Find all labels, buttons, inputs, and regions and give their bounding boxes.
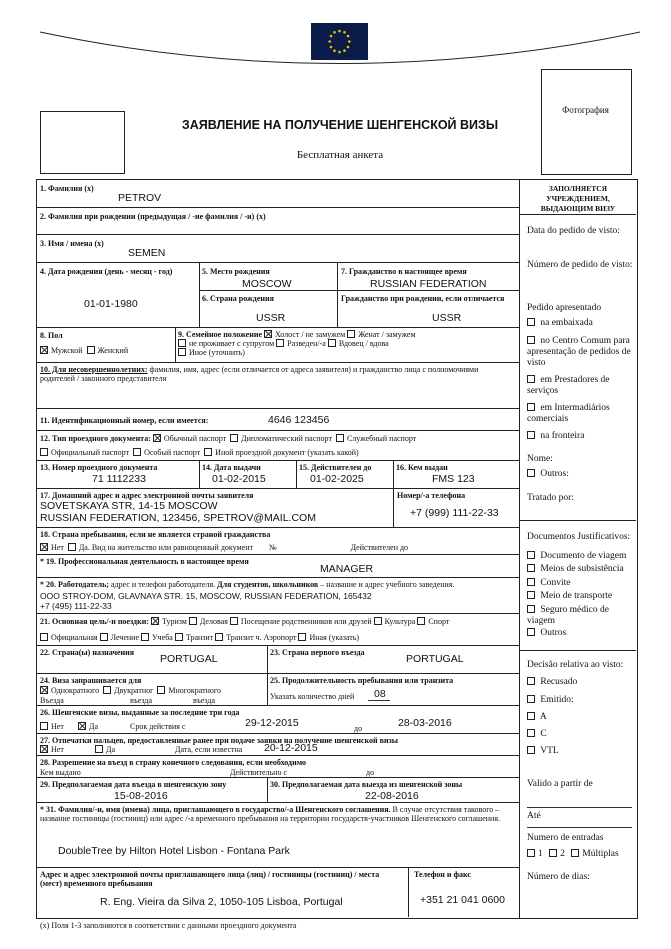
f9-label: 9. Семейное положение — [178, 330, 263, 339]
type-a-label: A — [539, 712, 547, 722]
invitation-checkbox[interactable] — [527, 578, 535, 586]
f22-label: 22. Страна(ы) назначения — [40, 648, 135, 657]
business-label: Деловая — [199, 617, 228, 626]
issued-label: Emitido: — [540, 695, 574, 705]
exit-date-value[interactable]: 22-08-2016 — [365, 790, 419, 802]
invitation-label: Convite — [540, 578, 571, 588]
widowed-label: Вдовец / вдова — [338, 339, 389, 348]
left-stamp-box — [40, 111, 125, 174]
birth-date-value[interactable]: 01-01-1980 — [84, 298, 138, 310]
surname-value[interactable]: PETROV — [118, 192, 162, 204]
common-center-checkbox[interactable] — [527, 336, 535, 344]
single-label: Холост / не замужем — [275, 330, 346, 339]
service-passport-checkbox[interactable] — [336, 434, 344, 442]
issue-date-value[interactable]: 01-02-2015 — [212, 473, 266, 485]
doc-others — [527, 628, 635, 639]
decision-vtl — [527, 746, 559, 757]
f27-date-label: Дата, если известна — [175, 745, 243, 754]
official-checkbox[interactable] — [40, 633, 48, 641]
embassy-label: na embaixada — [540, 318, 593, 328]
treated-label: Tratado por: — [527, 493, 574, 503]
f24-sub3: въезда — [193, 696, 215, 705]
f21-block — [40, 617, 518, 642]
transit-label: Транзит — [185, 633, 214, 642]
intermediaries-checkbox[interactable] — [527, 403, 535, 411]
tel-label: Телефон и факс — [414, 870, 471, 879]
married-checkbox[interactable] — [347, 330, 355, 338]
intermediaries-label: em Intermadiários comerciais — [527, 403, 610, 424]
birth-place-value[interactable]: MOSCOW — [242, 278, 292, 290]
special-passport-label: Особый паспорт — [144, 448, 201, 457]
entries-2-checkbox[interactable] — [549, 849, 557, 857]
f26-label: 26. Шенгенские визы, выданные за последние три года — [40, 708, 240, 717]
address-line2[interactable]: RUSSIAN FEDERATION, 123456, SPETROV@MAIL.COM — [40, 512, 316, 524]
first-entry-value[interactable]: PORTUGAL — [406, 653, 464, 665]
male-label: Мужской — [51, 346, 83, 355]
decision-label: Decisão relativa ao visto: — [527, 660, 624, 670]
f6-label: 6. Страна рождения — [202, 294, 274, 303]
other-document-label: Иной проездной документ (указать какой) — [215, 448, 359, 457]
prev-visa-no-checkbox[interactable] — [40, 722, 48, 730]
residence-yes-label: Да. Вид на жительство или равноценный документ — [78, 543, 253, 552]
doc-others-label: Outros — [540, 628, 567, 638]
special-passport-checkbox[interactable] — [133, 448, 141, 456]
other-marital-label: Иное (уточнить) — [189, 348, 245, 357]
residence-no-checkbox[interactable] — [40, 543, 48, 551]
f28-label: 28. Разрешение на въезд в страну конечного следования, если необходимо — [40, 758, 307, 767]
sex-options — [40, 346, 128, 355]
f12-label: 12. Тип проездного документа: — [40, 434, 151, 443]
insurance-checkbox[interactable] — [527, 605, 535, 613]
address-line1[interactable]: SOVETSKAYA STR, 14-15 MOSCOW — [40, 500, 218, 512]
occupation-value[interactable]: MANAGER — [320, 563, 374, 575]
f27-yes — [95, 745, 115, 754]
issued-checkbox[interactable] — [527, 695, 535, 703]
residence-num-label: № — [268, 543, 277, 552]
double-entry-label: Двукратног — [114, 686, 154, 695]
vtl-label: VTL — [540, 746, 559, 756]
service-passport-label: Служебный паспорт — [346, 434, 417, 443]
double-entry-checkbox[interactable] — [103, 686, 111, 694]
multiple-entry-checkbox[interactable] — [157, 686, 165, 694]
divorced-label: Разведен/-а — [287, 339, 326, 348]
f20-label: * 20. Работодатель; — [40, 580, 109, 589]
page-subtitle: Бесплатная анкета — [296, 149, 384, 161]
f14-label: 14. Дата выдачи — [202, 463, 261, 472]
side-head: ЗАПОЛНЯЕТСЯ УЧРЕЖДЕНИЕМ, ВЫДАЮЩИМ ВИЗУ — [540, 184, 616, 213]
transport-label: Meio de transporte — [540, 591, 613, 601]
f29-label: 29. Предполагаемая дата въезда в шенгенскую зону — [40, 780, 227, 789]
f7b-label: Гражданство при рождении, если отличается — [341, 294, 505, 303]
tel-value[interactable]: +351 21 041 0600 — [420, 894, 505, 906]
entries-options — [527, 849, 619, 860]
f20-text: адрес и телефон работодателя. — [110, 580, 216, 589]
side-divider — [519, 179, 520, 918]
submitted-providers — [527, 375, 635, 397]
entries-2-label: 2 — [560, 849, 565, 859]
f24-sub2: въезда — [130, 696, 152, 705]
tourism-checkbox[interactable] — [151, 617, 159, 625]
f31-block — [40, 805, 516, 823]
f3-label: 3. Имя / имена (x) — [40, 239, 104, 248]
vtl-checkbox[interactable] — [527, 746, 535, 754]
means-label: Meios de subsistência — [540, 564, 624, 574]
photo-box — [541, 69, 632, 175]
f15-label: 15. Действителен до — [299, 463, 372, 472]
business-checkbox[interactable] — [189, 617, 197, 625]
hotel-name-value[interactable]: DoubleTree by Hilton Hotel Lisbon - Fontana Park — [58, 845, 290, 857]
employer-line1[interactable]: OOO STROY-DOM, GLAVNAYA STR. 15, MOSCOW, RUSSIAN FEDERATION, 165432 — [40, 591, 372, 601]
transit-checkbox[interactable] — [175, 633, 183, 641]
f24-sub1: Въезда — [40, 696, 64, 705]
passport-number-value[interactable]: 71 1112233 — [92, 473, 146, 485]
f25-label: 25. Продолжительность пребывания или транзита — [270, 676, 454, 685]
f4-label: 4. Дата рождения (день - месяц - год) — [40, 267, 173, 276]
f10-text: фамилия, имя, адрес (если отличается от адреса заявителя) и гражданство лица с полномочиями родителей / законного представителя — [40, 365, 479, 383]
other-purpose-label: Иная (указать) — [309, 633, 360, 642]
doc-travel — [527, 551, 635, 562]
insurance-label: Seguro médico de viagem — [527, 605, 609, 626]
f5-label: 5. Место рождения — [202, 267, 270, 276]
residence-valid-label: Действителен до — [350, 543, 409, 552]
separated-label: не проживает с супругом — [189, 339, 275, 348]
phone-label: Номер/-а телефона — [397, 491, 466, 500]
footnote: (x) Поля 1-3 заполняются в соответствии с данными проездного документа — [40, 921, 297, 930]
prev-visa-yes-checkbox[interactable] — [78, 722, 86, 730]
refused-checkbox[interactable] — [527, 677, 535, 685]
separated-checkbox[interactable] — [178, 339, 186, 347]
fingerprints-no-checkbox[interactable] — [40, 745, 48, 753]
f18-label: 18. Страна пребывания, если не является страной гражданства — [40, 530, 271, 539]
airport-transit-checkbox[interactable] — [215, 633, 223, 641]
f20-block — [40, 580, 518, 589]
residence-yes-checkbox[interactable] — [68, 543, 76, 551]
others-checkbox[interactable] — [527, 469, 535, 477]
single-entry-checkbox[interactable] — [40, 686, 48, 694]
diplomatic-passport-label: Дипломатический паспорт — [241, 434, 332, 443]
id-number-value[interactable]: 4646 123456 — [268, 414, 330, 426]
f27-label: 27. Отпечатки пальцев, предоставленные ранее при подаче заявки на получение шенгенской визы — [40, 736, 399, 745]
fingerprints-date-value[interactable]: 20-12-2015 — [264, 742, 318, 754]
study-checkbox[interactable] — [141, 633, 149, 641]
type-c-label: C — [540, 729, 547, 739]
entries-1-checkbox[interactable] — [527, 849, 535, 857]
f31-label: * 31. Фамилия/-и, имя (имена) лица, приглашающего в государство/-а Шенгенского соглашения. — [40, 805, 391, 814]
doc-transport — [527, 591, 635, 602]
f8-label: 8. Пол — [40, 331, 63, 340]
entries-1-label: 1 — [538, 849, 543, 859]
transport-checkbox[interactable] — [527, 591, 535, 599]
f2-label: 2. Фамилия при рождении (предыдущая / -ие фамилия / -и) (x) — [40, 212, 266, 221]
other-purpose-checkbox[interactable] — [298, 633, 306, 641]
embassy-checkbox[interactable] — [527, 318, 535, 326]
entries-multiple-label: Múltiplas — [582, 849, 619, 859]
medical-checkbox[interactable] — [100, 633, 108, 641]
f13-label: 13. Номер проездного документа — [40, 463, 158, 472]
entries-multiple-checkbox[interactable] — [571, 849, 579, 857]
f28-to: до — [366, 768, 375, 777]
application-date-label: Data do pedido de visto: — [527, 226, 620, 236]
submitted-common-center — [527, 336, 635, 369]
decision-refused — [527, 677, 577, 688]
f1-label: 1. Фамилия (x) — [40, 184, 94, 193]
single-checkbox[interactable] — [264, 330, 272, 338]
sport-checkbox[interactable] — [417, 617, 425, 625]
f26-valid-label: Срок действия с — [130, 722, 186, 731]
multiple-entry-label: Многократного — [168, 686, 221, 695]
divorced-checkbox[interactable] — [276, 339, 284, 347]
f12-block — [40, 434, 518, 457]
decision-a — [527, 712, 547, 723]
common-center-label: no Centro Comum para apresentação de pedidos de visto — [527, 336, 631, 368]
official-label: Официальная — [51, 633, 98, 642]
decision-c — [527, 729, 547, 740]
f10-label: 10. Для несовершеннолетних: — [40, 365, 148, 374]
entries-label: Numero de entradas — [527, 833, 604, 843]
official-passport-label: Официальный паспорт — [51, 448, 130, 457]
official-passport-checkbox[interactable] — [40, 448, 48, 456]
f28-by: Кем выдано — [40, 768, 81, 777]
female-checkbox[interactable] — [87, 346, 95, 354]
valid-until-value[interactable]: 01-02-2025 — [310, 473, 364, 485]
others-option — [527, 469, 569, 480]
issued-by-value[interactable]: FMS 123 — [432, 473, 475, 485]
other-marital-checkbox[interactable] — [178, 348, 186, 356]
fingerprints-yes-checkbox[interactable] — [95, 745, 103, 753]
doc-invitation — [527, 578, 635, 589]
f18-options — [40, 543, 518, 552]
f24-label: 24. Виза запрашивается для — [40, 676, 142, 685]
f27-no — [40, 745, 64, 754]
culture-label: Культура — [384, 617, 416, 626]
f10-block — [40, 365, 510, 383]
page-title: ЗАЯВЛЕНИЕ НА ПОЛУЧЕНИЕ ШЕНГЕНСКОЙ ВИЗЫ — [181, 118, 499, 132]
border-checkbox[interactable] — [527, 431, 535, 439]
study-label: Учеба — [152, 633, 173, 642]
f19-label: * 19. Профессиональная деятельность в настоящее время — [40, 557, 249, 566]
f7-label: 7. Гражданство в настоящее время — [341, 267, 467, 276]
first-name-value[interactable]: SEMEN — [128, 247, 166, 259]
female-label: Женский — [97, 346, 129, 355]
prev-visa-yes-label: Да — [89, 722, 99, 731]
destination-value[interactable]: PORTUGAL — [160, 653, 218, 665]
until-label: Até — [527, 811, 541, 821]
type-a-checkbox[interactable] — [527, 712, 535, 720]
marital-options — [178, 330, 518, 357]
f20-text3: – название и адрес учебного заведения. — [320, 580, 455, 589]
f25-text: Указать количество дней — [270, 692, 355, 701]
citizenship-value[interactable]: RUSSIAN FEDERATION — [370, 278, 487, 290]
employer-line2[interactable]: +7 (495) 111-22-33 — [40, 601, 112, 611]
phone-value[interactable]: +7 (999) 111-22-33 — [410, 507, 499, 519]
refused-label: Recusado — [540, 677, 578, 687]
docs-label: Documentos Justificativos: — [527, 532, 631, 542]
doc-means — [527, 564, 635, 575]
f11-label: 11. Идентификационный номер, если имеется: — [40, 416, 209, 425]
providers-label: em Prestadores de serviços — [527, 375, 610, 396]
others-label: Outros: — [540, 469, 569, 479]
doc-insurance — [527, 605, 635, 627]
prev-visa-no-label: Нет — [51, 722, 64, 731]
f26-no — [40, 722, 64, 731]
other-document-checkbox[interactable] — [204, 448, 212, 456]
travel-doc-label: Documento de viagem — [540, 551, 627, 561]
submitted-label: Pedido apresentado — [527, 303, 602, 313]
visit-label: Посещение родственников или друзей — [240, 617, 372, 626]
f28-valid: Действительно с — [230, 768, 288, 777]
submitted-embassy — [527, 318, 635, 329]
means-checkbox[interactable] — [527, 564, 535, 572]
tourism-label: Туризм — [161, 617, 187, 626]
valid-from-label: Valido a partir de — [527, 779, 593, 789]
residence-no-label: Нет — [51, 543, 64, 552]
f30-label: 30. Предполагаемая дата выезда из шенгенской зоны — [270, 780, 463, 789]
visit-checkbox[interactable] — [230, 617, 238, 625]
border-label: na fronteira — [540, 431, 585, 441]
stay-days-value[interactable]: 08 — [374, 688, 386, 700]
fingerprints-no-label: Нет — [51, 745, 64, 754]
prev-visa-to-value[interactable]: 28-03-2016 — [398, 717, 452, 729]
name-label: Nome: — [527, 454, 553, 464]
diplomatic-passport-checkbox[interactable] — [230, 434, 238, 442]
medical-label: Лечение — [110, 633, 139, 642]
f17-label: 17. Домашний адрес и адрес электронной почты заявителя — [40, 491, 254, 500]
ordinary-passport-label: Обычный паспорт — [163, 434, 227, 443]
entry-date-value[interactable]: 15-08-2016 — [114, 790, 168, 802]
ordinary-passport-checkbox[interactable] — [153, 434, 161, 442]
f23-label: 23. Страна первого въезда — [270, 648, 365, 657]
sport-label: Спорт — [428, 617, 450, 626]
widowed-checkbox[interactable] — [328, 339, 336, 347]
married-label: Женат / замужем — [358, 330, 416, 339]
prev-visa-from-value[interactable]: 29-12-2015 — [245, 717, 299, 729]
f20-text2: Для студентов, школьников — [217, 580, 319, 589]
f21-label: 21. Основная цель/-и поездки: — [40, 617, 149, 626]
airport-transit-label: Транзит ч. Аэропорт — [226, 633, 297, 642]
submitted-intermediaries — [527, 403, 635, 425]
f31b-label: Адрес и адрес электронной почты приглашающего лица (лиц) / гостиницы (гостиниц) / места (мест) временного пребывания — [40, 870, 380, 888]
f24-options — [40, 686, 266, 695]
male-checkbox[interactable] — [40, 346, 48, 354]
type-c-checkbox[interactable] — [527, 729, 535, 737]
submitted-border — [527, 431, 635, 442]
f31-text: В случае отсутствия такового – название гостиницы (гостиниц) или адрес /-а временного пребывания на территории государств-участников Шенгенского соглашения. — [40, 805, 501, 823]
birth-country-value[interactable]: USSR — [256, 312, 286, 324]
application-number-label: Número de pedido de visto: — [527, 260, 633, 270]
decision-issued — [527, 695, 574, 706]
f26-to-label: до — [354, 724, 363, 733]
providers-checkbox[interactable] — [527, 375, 535, 383]
f26-yes — [78, 722, 98, 731]
culture-checkbox[interactable] — [374, 617, 382, 625]
photo-label: Фотография — [562, 105, 609, 115]
fingerprints-yes-label: Да — [106, 745, 116, 754]
hotel-address-value[interactable]: R. Eng. Vieira da Silva 2, 1050-105 Lisboa, Portugal — [100, 896, 343, 908]
f16-label: 16. Кем выдан — [396, 463, 448, 472]
single-entry-label: Однократного — [51, 686, 100, 695]
birth-citizenship-value[interactable]: USSR — [432, 312, 462, 324]
days-label: Número de dias: — [527, 872, 590, 882]
doc-others-checkbox[interactable] — [527, 628, 535, 636]
travel-doc-checkbox[interactable] — [527, 551, 535, 559]
